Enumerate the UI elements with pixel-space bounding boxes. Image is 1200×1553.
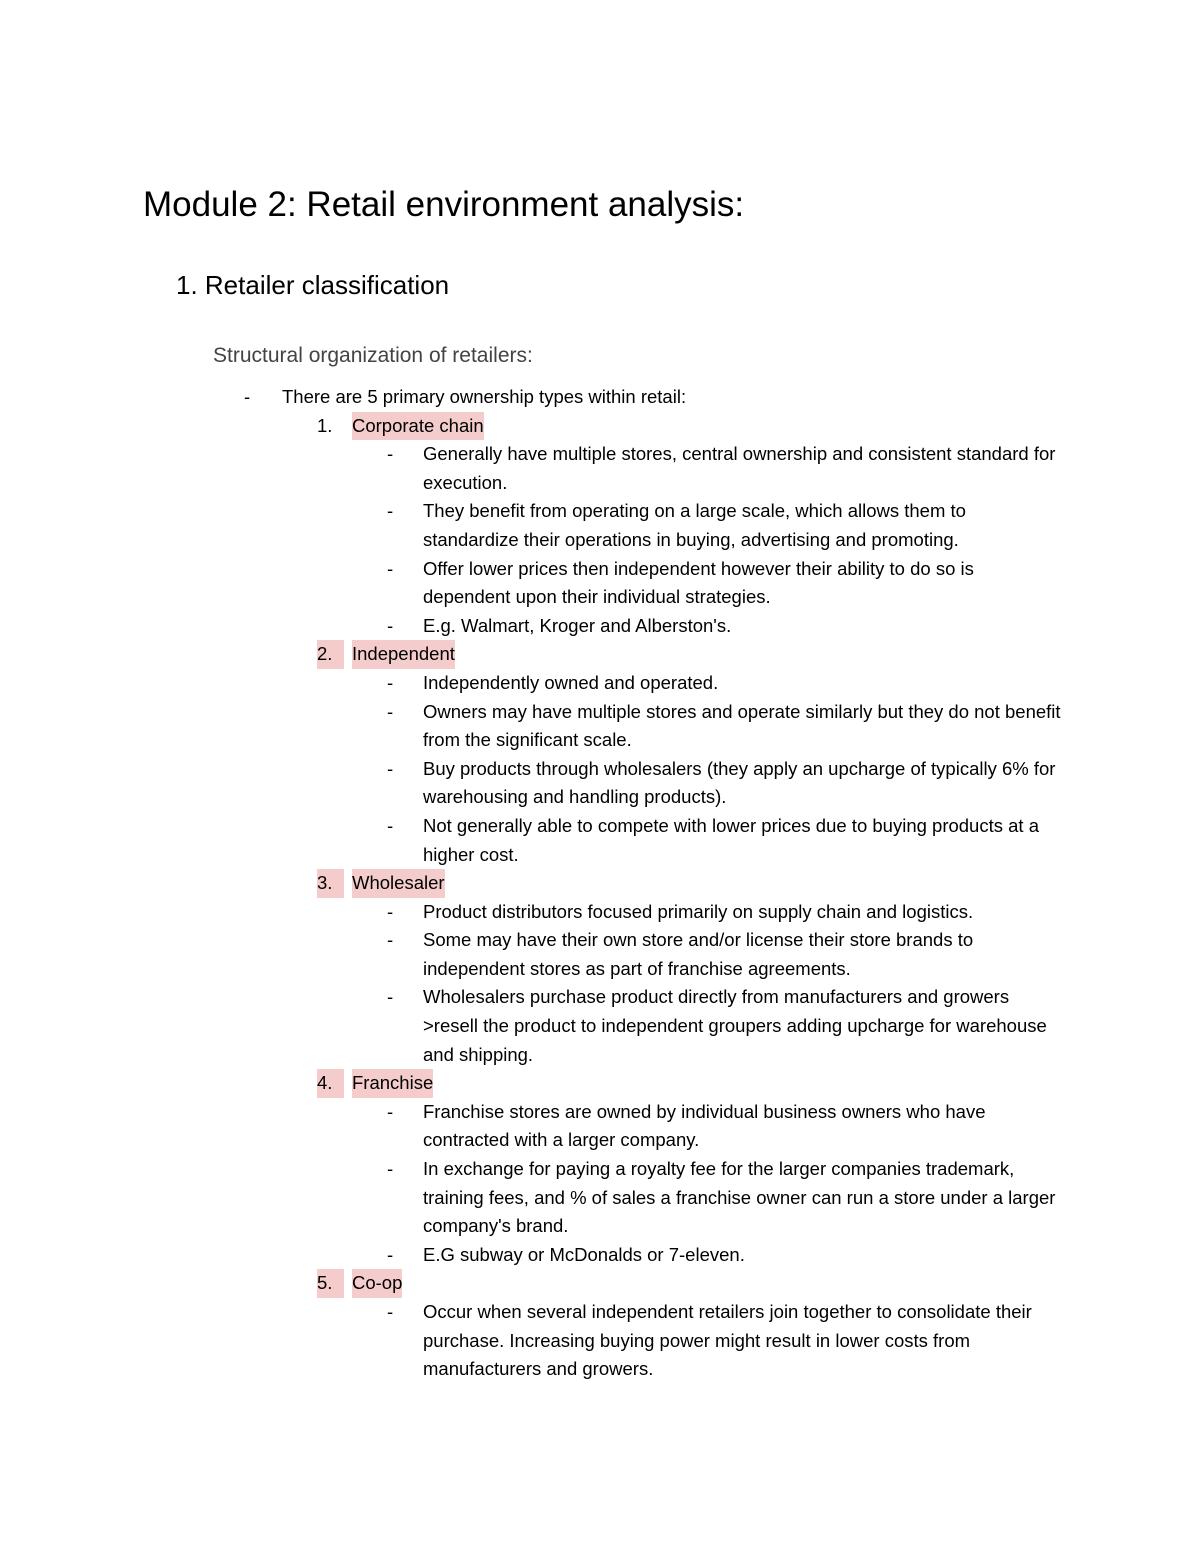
dash-marker: - [244, 386, 251, 407]
list-item [0, 1098, 1063, 1155]
intro-bullet [0, 383, 1200, 412]
list-item [0, 497, 1063, 554]
bullet-text: Wholesalers purchase product directly from manufacturers and growers >resell the product to independent groupers adding upcharge for warehouse and shipping. [423, 986, 1047, 1065]
dash-marker: - [387, 929, 394, 951]
bullet-text: E.G subway or McDonalds or 7-eleven. [423, 1243, 745, 1265]
ownership-type-independent [0, 640, 1200, 869]
type-label: Corporate chain [352, 412, 484, 441]
dash-marker: - [387, 1100, 394, 1122]
list-item [0, 1298, 1063, 1384]
type-number: 2. [317, 640, 344, 669]
dash-marker: - [387, 814, 394, 836]
dash-marker: - [387, 1158, 394, 1180]
list-item [0, 555, 1063, 612]
dash-marker: - [387, 671, 394, 693]
bullet-text: Occur when several independent retailers join together to consolidate their purchase. Increasing buying power might result in lower costs from manufacturers and growers. [423, 1301, 1032, 1380]
type-number: 5. [317, 1269, 344, 1298]
dash-marker: - [387, 1243, 394, 1265]
list-item [0, 1155, 1063, 1241]
bullet-text: Buy products through wholesalers (they apply an upcharge of typically 6% for warehousing and handling products). [423, 757, 1056, 808]
bullet-text: Independently owned and operated. [423, 671, 719, 693]
list-item [0, 698, 1063, 755]
dash-marker: - [387, 700, 394, 722]
dash-marker: - [387, 900, 394, 922]
bullet-text: They benefit from operating on a large scale, which allows them to standardize their operations in buying, advertising and promoting. [423, 500, 966, 550]
dash-marker: - [387, 986, 394, 1008]
type-heading [0, 869, 1200, 898]
list-item [0, 983, 1063, 1069]
bullet-text: Offer lower prices then independent however their ability to do so is dependent upon their individual strategies. [423, 557, 974, 608]
bullet-text: E.g. Walmart, Kroger and Alberston's. [423, 614, 732, 636]
bullet-text: Not generally able to compete with lower prices due to buying products at a higher cost. [423, 814, 1039, 865]
bullet-text: Franchise stores are owned by individual business owners who have contracted with a larger company. [423, 1100, 986, 1151]
bullet-text: Product distributors focused primarily on supply chain and logistics. [423, 900, 974, 922]
intro-bullet-text: There are 5 primary ownership types within retail: [282, 386, 687, 407]
list-item [0, 669, 1063, 698]
list-item [0, 612, 1063, 641]
page-title: Module 2: Retail environment analysis: [143, 185, 745, 224]
list-item [0, 812, 1063, 869]
bullet-text: Some may have their own store and/or license their store brands to independent stores as part of franchise agreements. [423, 929, 974, 979]
type-number: 4. [317, 1069, 344, 1098]
type-number: 1. [317, 414, 333, 436]
list-item [0, 898, 1063, 927]
ownership-type-wholesaler [0, 869, 1200, 1069]
type-label: Wholesaler [352, 869, 445, 898]
type-heading [0, 1069, 1200, 1098]
type-label: Independent [352, 640, 455, 669]
type-number: 3. [317, 869, 344, 898]
type-heading [0, 412, 1200, 441]
dash-marker: - [387, 1301, 394, 1322]
bullet-text: Owners may have multiple stores and operate similarly but they do not benefit from the significant scale. [423, 700, 1061, 751]
dash-marker: - [387, 500, 394, 522]
dash-marker: - [387, 614, 394, 636]
list-item [0, 755, 1063, 812]
subsection-heading: Structural organization of retailers: [213, 344, 533, 367]
dash-marker: - [387, 557, 394, 579]
type-label: Co-op [352, 1269, 402, 1298]
section-heading: 1. Retailer classification [176, 270, 450, 300]
bullet-text: In exchange for paying a royalty fee for the larger companies trademark, training fees, and % of sales a franchise owner can run a store under a larger company's brand. [423, 1158, 1056, 1237]
list-item [0, 1241, 1063, 1270]
list-item [0, 926, 1063, 983]
type-label: Franchise [352, 1069, 433, 1098]
type-heading [0, 640, 1200, 669]
ownership-type-co-op [0, 1269, 1200, 1383]
dash-marker: - [387, 757, 394, 779]
ownership-type-franchise [0, 1069, 1200, 1269]
type-heading [0, 1269, 1200, 1298]
document-body [0, 383, 1200, 1384]
list-item [0, 440, 1063, 497]
ownership-type-corporate-chain [0, 412, 1200, 641]
bullet-text: Generally have multiple stores, central ownership and consistent standard for execution. [423, 443, 1056, 493]
dash-marker: - [387, 443, 394, 465]
